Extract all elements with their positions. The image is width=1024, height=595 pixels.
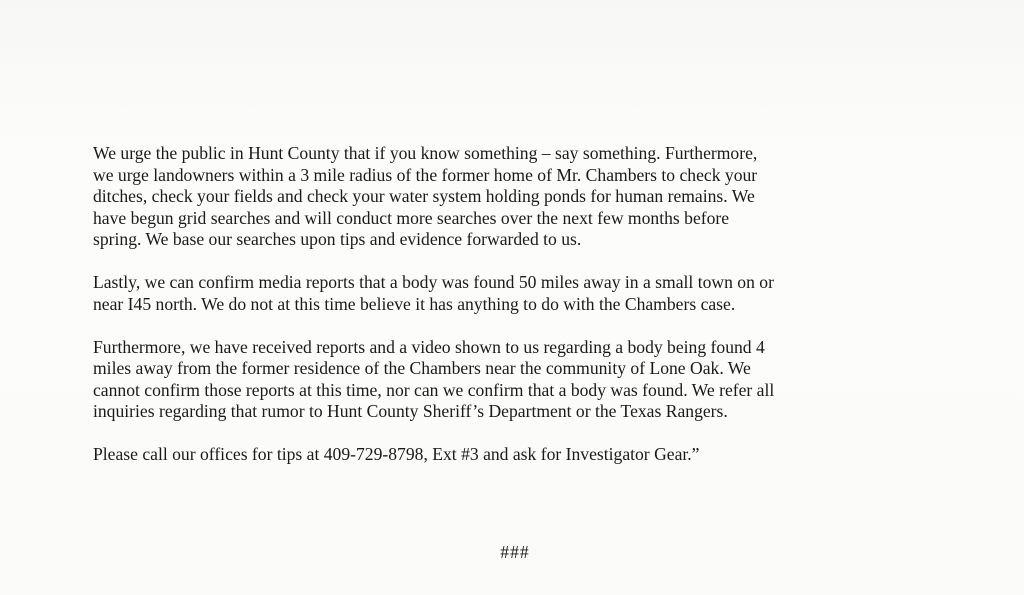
text-line: spring. We base our searches upon tips and evidence forwarded to us.: [93, 229, 582, 249]
text-line: cannot confirm those reports at this time, nor can we confirm that a body was found. We refer all: [93, 379, 775, 400]
paragraph-public-urge: [93, 143, 973, 251]
document-body: [93, 143, 973, 487]
text-line: have begun grid searches and will conduct more searches over the next few months before: [93, 207, 730, 228]
end-of-release-mark: ###: [500, 542, 530, 562]
paragraph-media-reports: [93, 272, 973, 315]
paragraph-video-reports: [93, 337, 973, 423]
text-line: near I45 north. We do not at this time believe it has anything to do with the Chambers case.: [93, 293, 736, 314]
text-line: We urge the public in Hunt County that if you know something – say something. Furthermore,: [93, 143, 758, 163]
text-line: we urge landowners within a 3 mile radius of the former home of Mr. Chambers to check your: [93, 164, 758, 185]
text-line: Please call our offices for tips at 409-729-8798, Ext #3 and ask for Investigator Gear.”: [93, 444, 700, 464]
text-line: Lastly, we can confirm media reports that a body was found 50 miles away in a small town on or: [93, 272, 774, 292]
text-line: ditches, check your fields and check your water system holding ponds for human remains. We: [93, 186, 755, 206]
paragraph-contact-tips: [93, 444, 973, 466]
text-line: miles away from the former residence of the Chambers near the community of Lone Oak. We: [93, 358, 751, 378]
text-line: Furthermore, we have received reports and a video shown to us regarding a body being found 4: [93, 336, 765, 357]
text-line: inquiries regarding that rumor to Hunt County Sheriff’s Department or the Texas Rangers.: [93, 401, 728, 421]
